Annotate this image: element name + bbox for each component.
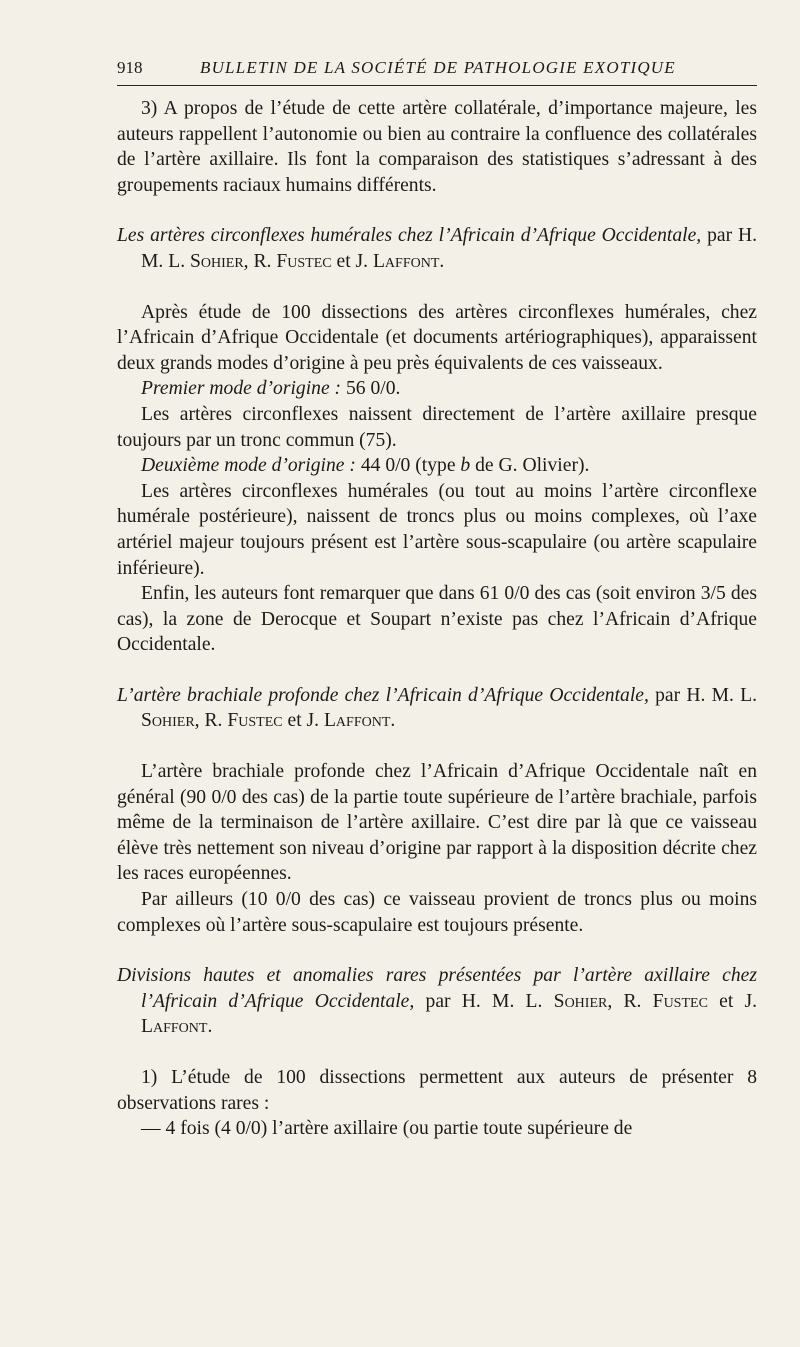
- paragraph: 1) L’étude de 100 dissections permettent aux auteurs de présenter 8 observations rares :: [117, 1067, 757, 1114]
- authors: par H. M. L. Sohier, R. Fustec et J. Laffont.: [141, 990, 758, 1038]
- running-title: BULLETIN DE LA SOCIÉTÉ DE PATHOLOGIE EXOTIQUE: [200, 58, 676, 77]
- mode-heading: [117, 376, 757, 402]
- mode-label: Deuxième mode d’origine :: [141, 455, 356, 477]
- section-title-text: Les artères circonflexes humérales chez l’Africain d’Afrique Occidentale,: [117, 225, 702, 247]
- paragraph: 3) A propos de l’étude de cette artère collatérale, d’importance majeure, les auteurs rappellent l’autonomie ou bien au contraire la confluence des collatérales de l’artère axillaire. Ils font la comparaison des statistiques s’adressant à des groupements raciaux humains différents.: [117, 98, 757, 196]
- authors: par H. M. L. Sohier, R. Fustec et J. Laffont.: [141, 225, 758, 272]
- mode-heading: Deuxième mode d’origine : 44 0/0 (type b de G. Olivier).: [141, 455, 590, 477]
- section-title-text: Divisions hautes et anomalies rares présentées par l’artère axillaire chez l’Africain d’Afrique Occidentale,: [117, 965, 757, 1012]
- page-number: 918: [117, 58, 143, 77]
- authors: par H. M. L. Sohier, R. Fustec et J. Laffont.: [141, 684, 757, 732]
- article-body: [117, 96, 757, 1142]
- section-title: [117, 963, 757, 1040]
- header-rule: [117, 85, 757, 86]
- mode-value: 56 0/0.: [345, 378, 401, 400]
- section-title-text: L’artère brachiale profonde chez l’Africain d’Afrique Occidentale,: [117, 684, 649, 706]
- section-title: [117, 223, 757, 274]
- paragraph: Après étude de 100 dissections des artères circonflexes humérales, chez l’Africain d’Afrique Occidentale (et documents artériographiques), apparaissent deux grands modes d’origine à peu près équivalents de ces vaisseaux.: [117, 301, 757, 374]
- mode-label: Premier mode d’origine :: [141, 378, 342, 400]
- paragraph: Enfin, les auteurs font remarquer que dans 61 0/0 des cas (soit environ 3/5 des cas), la zone de Derocque et Soupart n’existe pas chez l’Africain d’Afrique Occidentale.: [117, 583, 757, 656]
- page-header: [117, 58, 757, 82]
- paragraph: — 4 fois (4 0/0) l’artère axillaire (ou partie toute supérieure de: [141, 1118, 633, 1140]
- paragraph: L’artère brachiale profonde chez l’Africain d’Afrique Occidentale naît en général (90 0/0 des cas) de la partie toute supérieure de l’artère brachiale, parfois même de la terminaison de l’artère axillaire. C’est dire par là que ce vaisseau élève très nettement son niveau d’origine par rapport à la disposition décrite chez les races européennes.: [117, 761, 757, 885]
- section-title: [117, 683, 757, 734]
- paragraph: Les artères circonflexes naissent directement de l’artère axillaire presque toujours par un tronc commun (75).: [117, 403, 757, 451]
- paragraph: Par ailleurs (10 0/0 des cas) ce vaisseau provient de troncs plus ou moins complexes où l’artère sous-scapulaire est toujours présente.: [117, 889, 757, 936]
- paragraph: Les artères circonflexes humérales (ou tout au moins l’artère circonflexe humérale postérieure), naissent de troncs plus ou moins complexes, où l’axe artériel majeur toujours présent est l’artère sous-scapulaire (ou artère scapulaire inférieure).: [117, 480, 757, 579]
